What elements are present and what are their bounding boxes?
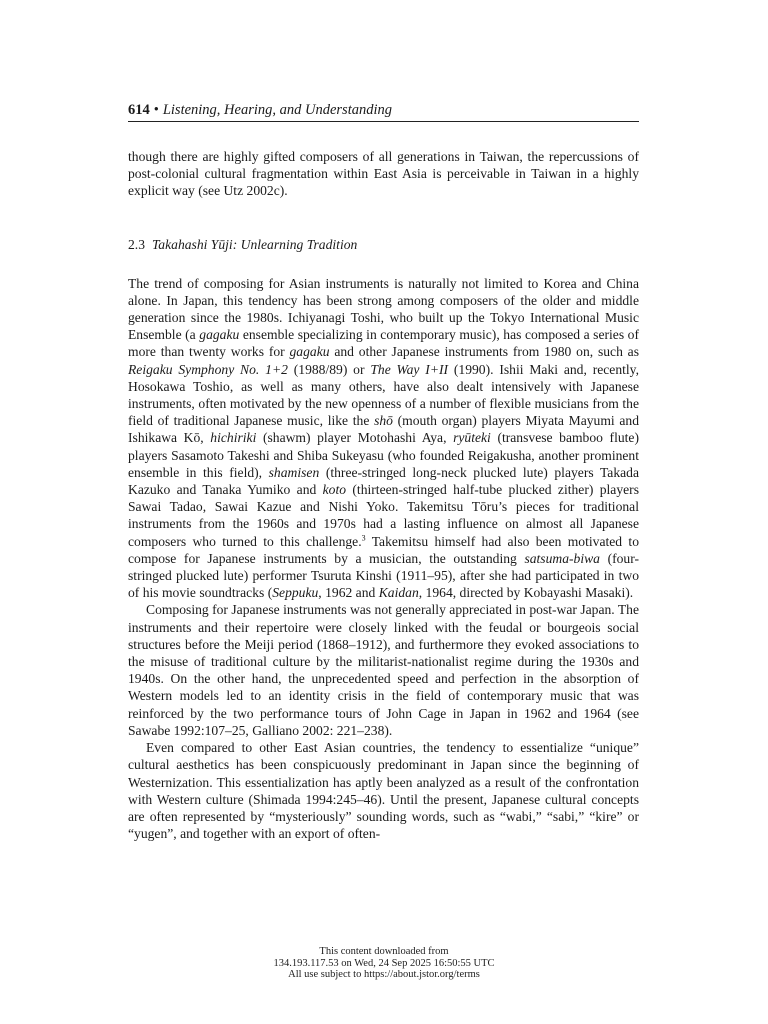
running-header xyxy=(128,101,639,122)
running-title: Listening, Hearing, and Understanding xyxy=(162,102,393,118)
paragraph-postwar: Composing for Japanese instruments was not generally appreciated in post-war Japan. The instruments and their repertoire were closely linked with the feudal or bourgeois social structures before the Meiji period (1868–1912), and furthermore they evoked associations to the misuse of traditional culture by the militarist-nationalist regime during the 1930s and 1940s. On the other hand, the unprecedented speed and perfection in the absorption of Western models led to an identity crisis in the field of contemporary music that was reinforced by the two performance tours of John Cage in Japan in 1962 and 1964 (see Sawabe 1992:107–25, Galliano 2002: 221–238). xyxy=(128,602,639,738)
download-notice-line: This content downloaded from xyxy=(319,946,449,957)
paragraph-continued: though there are highly gifted composers of all generations in Taiwan, the repercussions of post-colonial cultural fragmentation within East Asia is perceivable in Taiwan in a highly explicit way (see Utz 2002c). xyxy=(128,149,639,199)
section-title: Takahashi Yūji: Unlearning Tradition xyxy=(152,236,358,252)
header-separator: • xyxy=(153,102,159,118)
paragraph-intro: The trend of composing for Asian instruments is naturally not limited to Korea and China alone. In Japan, this tendency has been strong among composers of the older and middle generation since the 1980s. Ichiyanagi Toshi, who built up the Tokyo International Music Ensemble (a gagaku ensemble specializing in contemporary music), has composed a series of more than twenty works for gagaku and other Japanese instruments from 1980 on, such as Reigaku Symphony No. 1+2 (1988/89) or The Way I+II (1990). Ishii Maki and, recently, Hosokawa Toshio, as well as many others, have also dealt intensively with Japanese instruments, often motivated by the new openness of a number of flexible musicians from the field of traditional Japanese music, like the shō (mouth organ) players Miyata Mayumi and Ishikawa Kō, hichiriki (shawm) player Motohashi Aya, ryūteki (transvese bamboo flute) players Sasamoto Takeshi and Shiba Sukeyasu (who founded Reigakusha, another prominent ensemble in this field), shamisen (three-stringed long-neck plucked lute) players Takada Kazuko and Tanaka Yumiko and koto (thirteen-stringed half-tube plucked zither) players Sawai Tadao, Sawai Kazue and Nishi Yoko. Takemitsu Tōru’s pieces for traditional instruments from the 1960s and 1970s had a lasting influence on almost all Japanese composers who turned to this challenge.$^3$ Takemitsu himself had also been motivated to compose for Japanese instruments by a musician, the outstanding satsuma-biwa (four-stringed plucked lute) performer Tsuruta Kinshi (1911–95), after she had participated in two of his movie soundtracks (Seppuku, 1962 and Kaidan, 1964, directed by Kobayashi Masaki). xyxy=(128,275,640,601)
section-number: 2.3 xyxy=(128,236,145,252)
footnote-marker: 3 xyxy=(361,533,366,543)
section-heading xyxy=(128,236,639,253)
download-notice-line: 134.193.117.53 on Wed, 24 Sep 2025 16:50:55 UTC xyxy=(273,957,495,969)
page-number: 614 xyxy=(128,102,150,118)
paragraph-essentialize: Even compared to other East Asian countries, the tendency to essentialize “unique” cultural aesthetics has been conspicuously predominant in Japan since the beginning of Westernization. This essentialization has aptly been analyzed as a result of the confrontation with Western culture (Shimada 1994:245–46). Until the present, Japanese cultural concepts are often represented by “mysteriously” sounding words, such as “wabi,” “sabi,” “kire” or “yugen”, and together with an export of often- xyxy=(128,740,639,842)
page-body xyxy=(128,148,639,842)
download-notice xyxy=(0,946,768,981)
download-terms-line: All use subject to https://about.jstor.org/terms xyxy=(288,969,480,980)
